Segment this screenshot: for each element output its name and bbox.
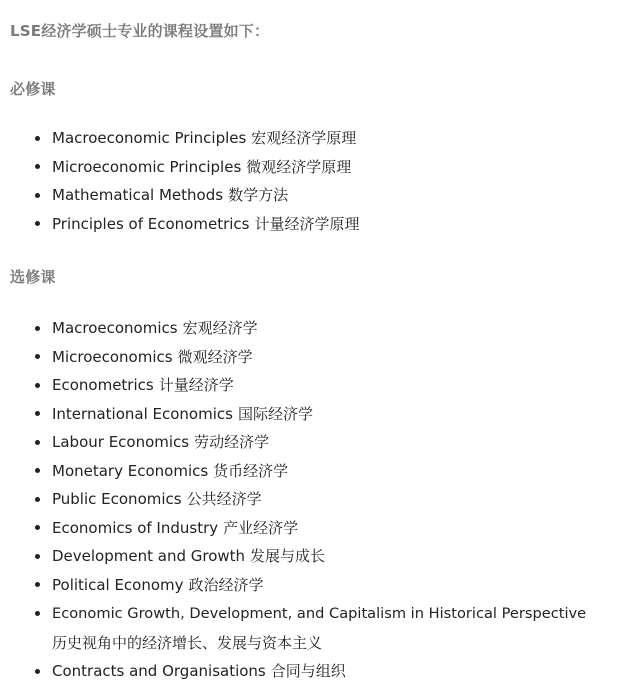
course-name-en: Contracts and Organisations	[52, 662, 266, 680]
bullet-icon	[35, 326, 40, 331]
required-courses-heading: 必修课	[10, 80, 56, 98]
bullet-icon	[35, 669, 40, 674]
list-item	[0, 657, 586, 686]
course-name-en: Political Economy	[52, 575, 184, 594]
list-item	[0, 371, 586, 400]
course-name-en: Macroeconomics	[52, 319, 178, 337]
course-name-zh: 微观经济学原理	[246, 157, 352, 176]
elective-courses-heading: 选修课	[10, 268, 56, 286]
course-name-en: Development and Growth	[52, 547, 246, 565]
course-name-zh: 政治经济学	[188, 575, 264, 594]
course-name-en: International Economics	[52, 404, 233, 423]
list-item	[0, 124, 359, 153]
course-name-zh: 合同与组织	[270, 662, 346, 680]
course-name-zh: 国际经济学	[237, 404, 313, 423]
course-name-zh: 微观经济学	[177, 347, 253, 366]
bullet-icon	[35, 136, 40, 141]
required-courses-list	[0, 124, 359, 238]
bullet-icon	[35, 164, 40, 169]
course-name-zh: 产业经济学	[223, 518, 299, 537]
course-name-en: Microeconomics	[52, 347, 173, 366]
course-name-zh: 计量经济学	[158, 376, 234, 394]
list-item	[0, 514, 586, 543]
course-name-zh: 历史视角中的经济增长、发展与资本主义	[52, 633, 323, 652]
course-name-zh: 宏观经济学原理	[251, 129, 357, 147]
course-name-zh: 数学方法	[228, 186, 289, 204]
bullet-icon	[35, 611, 40, 616]
course-name-en: Mathematical Methods	[52, 186, 224, 204]
course-name-en: Economic Growth, Development, and Capitalism in Historical Perspective	[52, 605, 587, 622]
course-name-en: Principles of Econometrics	[52, 214, 250, 233]
bullet-icon	[35, 468, 40, 473]
bullet-icon	[35, 193, 40, 198]
course-name-zh: 发展与成长	[250, 547, 326, 565]
list-item	[0, 314, 586, 343]
list-item	[0, 428, 586, 457]
bullet-icon	[35, 221, 40, 226]
list-item	[0, 457, 586, 486]
bullet-icon	[35, 354, 40, 359]
course-name-zh: 公共经济学	[186, 490, 262, 508]
list-item	[0, 599, 586, 657]
course-name-en: Monetary Economics	[52, 461, 209, 480]
course-name-en: Public Economics	[52, 490, 182, 508]
elective-courses-list	[0, 314, 586, 686]
bullet-icon	[35, 525, 40, 530]
list-item	[0, 571, 586, 600]
course-name-en: Microeconomic Principles	[52, 157, 242, 176]
list-item	[0, 542, 586, 571]
bullet-icon	[35, 554, 40, 559]
bullet-icon	[35, 383, 40, 388]
course-name-zh: 计量经济学原理	[254, 214, 360, 233]
list-item	[0, 210, 359, 239]
list-item	[0, 181, 359, 210]
course-name-zh: 宏观经济学	[182, 319, 258, 337]
bullet-icon	[35, 582, 40, 587]
list-item	[0, 153, 359, 182]
list-item	[0, 400, 586, 429]
course-name-en: Economics of Industry	[52, 518, 219, 537]
list-item	[0, 343, 586, 372]
course-name-en: Labour Economics	[52, 433, 190, 451]
bullet-icon	[35, 411, 40, 416]
bullet-icon	[35, 497, 40, 502]
course-name-zh: 货币经济学	[213, 461, 289, 480]
course-name-en: Econometrics	[52, 376, 154, 394]
course-name-en: Macroeconomic Principles	[52, 129, 247, 147]
bullet-icon	[35, 440, 40, 445]
course-name-zh: 劳动经济学	[194, 433, 270, 451]
list-item	[0, 485, 586, 514]
intro-heading: LSE经济学硕士专业的课程设置如下：	[10, 22, 270, 40]
